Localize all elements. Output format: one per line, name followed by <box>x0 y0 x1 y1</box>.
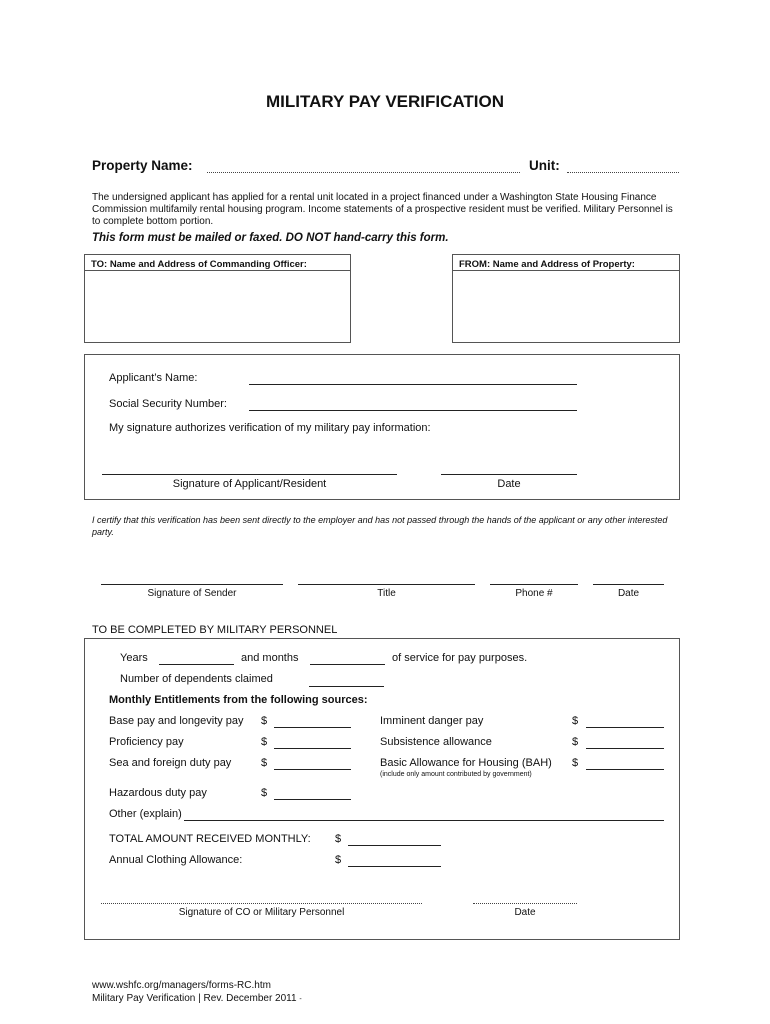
months-label: and months <box>241 652 299 664</box>
applicant-date-label: Date <box>497 478 521 490</box>
sender-phone-line[interactable] <box>490 584 578 585</box>
hazardous-pay-field[interactable] <box>274 799 351 800</box>
unit-label: Unit: <box>529 158 560 173</box>
footer-separator: | <box>198 993 201 1004</box>
property-name-field[interactable] <box>207 172 520 173</box>
to-box-heading: TO: Name and Address of Commanding Officer: <box>85 255 350 271</box>
co-date-line[interactable] <box>473 903 577 904</box>
clothing-field[interactable] <box>348 866 441 867</box>
proficiency-pay-field[interactable] <box>274 748 351 749</box>
bah-field[interactable] <box>586 769 664 770</box>
imminent-danger-dollar: $ <box>572 715 579 727</box>
subsistence-label: Subsistence allowance <box>380 736 492 748</box>
sender-date-line[interactable] <box>593 584 664 585</box>
hazardous-pay-dollar: $ <box>261 787 268 799</box>
military-heading: TO BE COMPLETED BY MILITARY PERSONNEL <box>92 624 338 636</box>
sender-signature-line[interactable] <box>101 584 283 585</box>
footer-form-info <box>92 993 302 1004</box>
ssn-field[interactable] <box>249 410 577 411</box>
from-property-box[interactable] <box>452 254 680 343</box>
to-commanding-officer-box[interactable] <box>84 254 351 343</box>
sender-signature-label: Signature of Sender <box>147 588 237 599</box>
total-field[interactable] <box>348 845 441 846</box>
page-title: MILITARY PAY VERIFICATION <box>265 92 505 111</box>
hazardous-pay-label: Hazardous duty pay <box>109 787 207 799</box>
footer-form-name: Military Pay Verification <box>92 993 196 1004</box>
base-pay-dollar: $ <box>261 715 268 727</box>
clothing-dollar: $ <box>335 854 342 866</box>
intro-paragraph: The undersigned applicant has applied for a rental unit located in a project financed under a Washington State Housing Finance Commission multifamily rental housing program. Income statements of a prospective resident must be verified. Military Personnel is to complete bottom portion. <box>92 192 673 227</box>
months-field[interactable] <box>310 664 385 665</box>
footer-tail: - <box>299 996 302 1003</box>
other-label: Other (explain) <box>109 808 182 820</box>
ssn-label: Social Security Number: <box>109 398 227 410</box>
proficiency-pay-dollar: $ <box>261 736 268 748</box>
sender-phone-label: Phone # <box>515 588 553 599</box>
applicant-date-line[interactable] <box>441 474 577 475</box>
dependents-label: Number of dependents claimed <box>120 673 273 685</box>
co-signature-line[interactable] <box>101 903 422 904</box>
total-label: TOTAL AMOUNT RECEIVED MONTHLY: <box>109 833 311 845</box>
co-date-label: Date <box>514 907 536 918</box>
imminent-danger-field[interactable] <box>586 727 664 728</box>
entitlements-heading: Monthly Entitlements from the following sources: <box>109 694 368 706</box>
applicant-name-field[interactable] <box>249 384 577 385</box>
subsistence-field[interactable] <box>586 748 664 749</box>
sea-duty-pay-dollar: $ <box>261 757 268 769</box>
sea-duty-pay-field[interactable] <box>274 769 351 770</box>
mail-warning: This form must be mailed or faxed. DO NOT hand-carry this form. <box>92 232 449 244</box>
certify-statement: I certify that this verification has been sent directly to the employer and has not passed through the hands of the applicant or any other interested party. <box>92 515 668 537</box>
base-pay-field[interactable] <box>274 727 351 728</box>
base-pay-label: Base pay and longevity pay <box>109 715 244 727</box>
sender-title-line[interactable] <box>298 584 475 585</box>
co-signature-label: Signature of CO or Military Personnel <box>178 907 345 918</box>
property-name-label: Property Name: <box>92 158 193 173</box>
sender-date-label: Date <box>617 588 640 599</box>
from-box-heading: FROM: Name and Address of Property: <box>453 255 679 271</box>
service-label: of service for pay purposes. <box>392 652 528 664</box>
subsistence-dollar: $ <box>572 736 579 748</box>
total-dollar: $ <box>335 833 342 845</box>
imminent-danger-label: Imminent danger pay <box>380 715 484 727</box>
dependents-field[interactable] <box>309 686 384 687</box>
bah-label: Basic Allowance for Housing (BAH) <box>380 757 552 769</box>
other-explain-field[interactable] <box>184 820 664 821</box>
proficiency-pay-label: Proficiency pay <box>109 736 184 748</box>
unit-field[interactable] <box>567 172 679 173</box>
bah-note: (include only amount contributed by government) <box>380 771 532 778</box>
authorization-text: My signature authorizes verification of my military pay information: <box>109 422 431 434</box>
footer-revision: Rev. December 2011 <box>203 993 297 1004</box>
applicant-signature-line[interactable] <box>102 474 397 475</box>
sea-duty-pay-label: Sea and foreign duty pay <box>109 757 232 769</box>
applicant-signature-label: Signature of Applicant/Resident <box>172 478 327 490</box>
years-label: Years <box>120 652 148 664</box>
clothing-label: Annual Clothing Allowance: <box>109 854 243 866</box>
years-field[interactable] <box>159 664 234 665</box>
sender-title-label: Title <box>377 588 396 599</box>
bah-dollar: $ <box>572 757 579 769</box>
footer-url: www.wshfc.org/managers/forms-RC.htm <box>92 980 271 991</box>
applicant-name-label: Applicant’s Name: <box>109 372 198 384</box>
